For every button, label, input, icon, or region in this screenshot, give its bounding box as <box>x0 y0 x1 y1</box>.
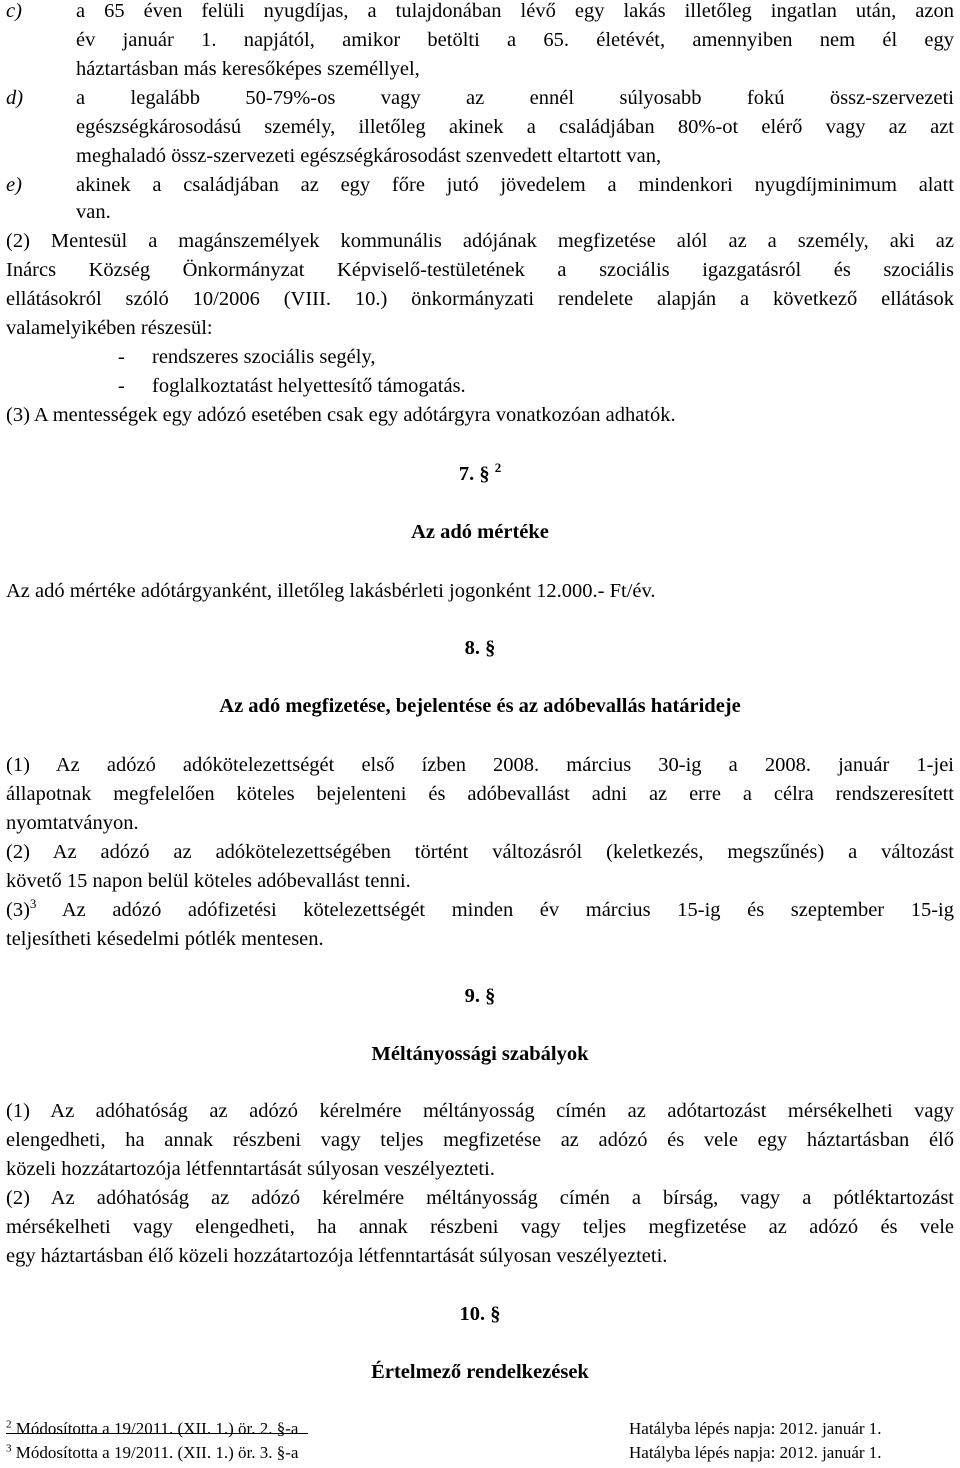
text-line: egy háztartásban élő közeli hozzátartozója létfenntartását súlyosan veszélyezteti. <box>6 1245 668 1267</box>
text-line: mérsékelheti vagy elengedheti, ha annak részbeni vagy teljes megfizetése az adózó és vele <box>6 1216 954 1238</box>
section-heading: Méltányossági szabályok <box>371 1043 589 1065</box>
footnote <box>6 1418 954 1440</box>
text-line: ellátásokról szóló 10/2006 (VIII. 10.) önkormányzati rendelete alapján a következő ellátások <box>6 288 954 310</box>
text-line: a 65 éven felüli nyugdíjas, a tulajdonában lévő egy lakás illetőleg ingatlan után, azon <box>76 0 954 22</box>
section-number-8: 8. § <box>464 637 496 659</box>
section-sign: § <box>485 985 496 1007</box>
text-line: (3) A mentességek egy adózó esetében csak egy adótárgyra vonatkozóan adhatók. <box>6 404 676 426</box>
text-line: egészségkárosodású személy, illetőleg akinek a családjában 80%-ot elérő vagy az azt <box>76 116 954 138</box>
dash-item-text: rendszeres szociális segély, <box>152 346 376 368</box>
dash-item-text: foglalkoztatást helyettesítő támogatás. <box>152 375 466 397</box>
footnote-effective-date: Hatályba lépés napja: 2012. január 1. <box>629 1419 882 1438</box>
text-line: $(3)^3$ Az adózó adófizetési kötelezettségét minden év március 15-ig és szeptember 15-ig <box>6 896 954 921</box>
text-line: (1) Az adóhatóság az adózó kérelmére méltányosság címén az adótartozást mérsékelheti vagy <box>6 1100 954 1122</box>
section-number-10: 10. § <box>459 1303 501 1325</box>
footnote-number: 2 <box>6 1418 12 1431</box>
section-sign: § <box>485 637 496 659</box>
text-line: Inárcs Község Önkormányzat Képviselő-testületének a szociális igazgatásról és szociális <box>6 259 954 281</box>
section-number-7: 7. § $^2$ <box>458 460 502 485</box>
section-heading: Az adó megfizetése, bejelentése és az adóbevallás határideje <box>219 695 741 717</box>
text-line: (2) Az adózó az adókötelezettségében történt változásról (keletkezés, megszűnés) a változást <box>6 841 954 863</box>
text-line: meghaladó össz-szervezeti egészségkárosodást szenvedett eltartott van, <box>76 145 662 167</box>
section-heading: Értelmező rendelkezések <box>371 1361 589 1383</box>
footnote-text: Módosította a 19/2011. (XII. 1.) ör. 3. §-a <box>11 1443 299 1462</box>
footnote-ref: 2 <box>494 460 502 476</box>
footnote-ref: 3 <box>29 896 37 912</box>
footnote-effective-date: Hatályba lépés napja: 2012. január 1. <box>629 1443 882 1462</box>
dash-marker: - <box>118 375 125 397</box>
section-sign: § <box>479 463 490 485</box>
list-label-d: d) <box>6 87 24 109</box>
text-line: (2) Mentesül a magánszemélyek kommunális adójának megfizetése alól az a személy, aki az <box>6 230 954 252</box>
list-label-c: c) <box>6 0 22 22</box>
footnote <box>6 1442 954 1464</box>
dash-marker: - <box>118 346 125 368</box>
footnote-text: Módosította a 19/2011. (XII. 1.) ör. 2. §-a <box>11 1419 299 1438</box>
section-heading: Az adó mértéke <box>411 521 549 543</box>
text-line: akinek a családjában az egy főre jutó jövedelem a mindenkori nyugdíjminimum alatt <box>76 174 954 196</box>
dash-item <box>0 343 960 372</box>
text-line: év január 1. napjától, amikor betölti a 65. életévét, amennyiben nem él egy <box>76 29 954 51</box>
text-line: van. <box>76 201 111 223</box>
dash-item <box>0 372 960 401</box>
text-line: a legalább 50-79%-os vagy az ennél súlyosabb fokú össz-szervezeti <box>76 87 954 109</box>
text-line: követő 15 napon belül köteles adóbevallást tenni. <box>6 870 411 892</box>
text-line: háztartásban más keresőképes személlyel, <box>76 58 420 80</box>
footnote-number: 3 <box>6 1442 12 1455</box>
section-sign: § <box>490 1303 501 1325</box>
text-line: teljesítheti késedelmi pótlék mentesen. <box>6 928 324 950</box>
text-line: Az adó mértéke adótárgyanként, illetőleg lakásbérleti jogonként 12.000.- Ft/év. <box>6 580 656 602</box>
text-line: valamelyikében részesül: <box>6 317 213 339</box>
list-label-e: e) <box>6 174 22 196</box>
section-number-9: 9. § <box>464 985 496 1007</box>
text-line: közeli hozzátartozója létfenntartását súlyosan veszélyezteti. <box>6 1158 495 1180</box>
text-line: (1) Az adózó adókötelezettségét első ízben 2008. március 30-ig a 2008. január 1-jei <box>6 754 954 776</box>
text-line: állapotnak megfelelően köteles bejelenteni és adóbevallást adni az erre a célra rendszeresített <box>6 783 954 805</box>
text-line: elengedheti, ha annak részbeni vagy teljes megfizetése az adózó és vele egy háztartásban élő <box>6 1129 954 1151</box>
text-line: nyomtatványon. <box>6 812 139 834</box>
text-line: (2) Az adóhatóság az adózó kérelmére méltányosság címén a bírság, vagy a pótléktartozást <box>6 1187 954 1209</box>
